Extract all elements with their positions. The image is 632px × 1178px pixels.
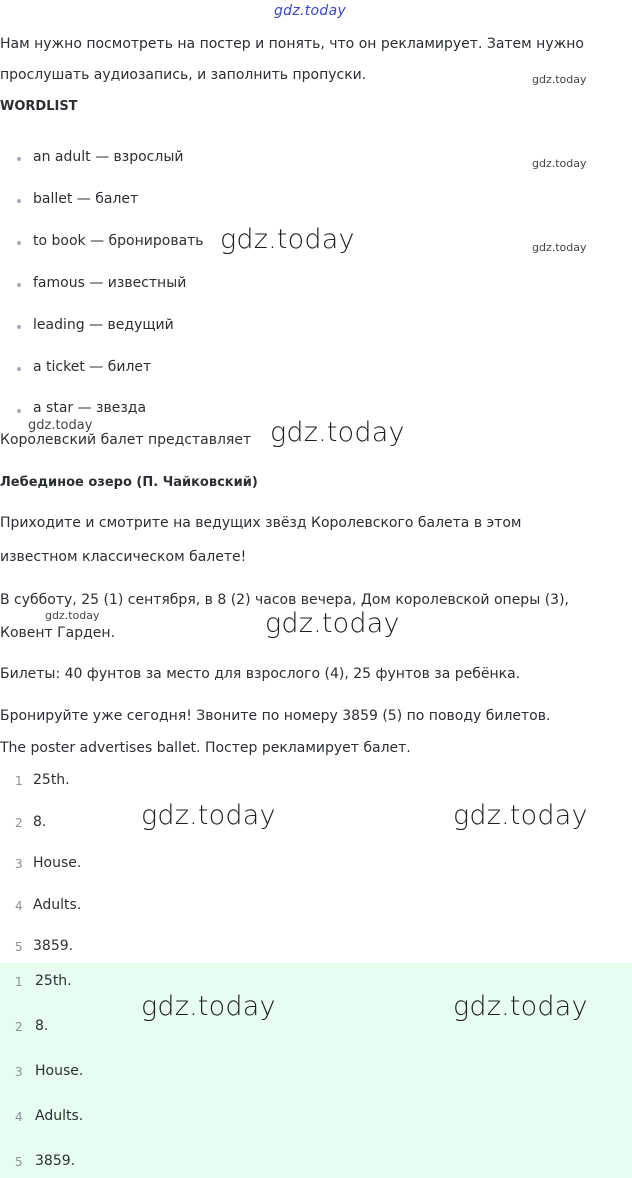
bullet-icon — [17, 241, 21, 245]
watermark-small: gdz.today — [532, 73, 587, 86]
bullet-icon — [17, 325, 21, 329]
intro-line-1: Нам нужно посмотреть на постер и понять, что он рекламирует. Затем нужно — [0, 36, 584, 52]
watermark-small: gdz.today — [45, 609, 100, 622]
answer-number: 2 — [15, 816, 23, 830]
answer-number: 5 — [15, 1155, 23, 1169]
answer-number: 4 — [15, 899, 23, 913]
watermark-small: gdz.today — [28, 418, 93, 433]
list-item: ballet — балет — [33, 191, 139, 207]
poster-date-line-1: В субботу, 25 (1) сентября, в 8 (2) часов вечера, Дом королевской оперы (3), — [0, 592, 569, 608]
answer-text: House. — [33, 855, 82, 871]
poster-booking: Бронируйте уже сегодня! Звоните по номеру 3859 (5) по поводу билетов. — [0, 708, 551, 724]
watermark-large: gdz.today — [141, 800, 276, 831]
list-item: a star — звезда — [33, 400, 147, 416]
watermark-small: gdz.today — [532, 157, 587, 170]
wordlist-heading: WORDLIST — [0, 99, 78, 114]
answer-text: 8. — [35, 1018, 49, 1034]
bullet-icon — [17, 367, 21, 371]
watermark-large: gdz.today — [141, 991, 276, 1022]
watermark-small: gdz.today — [532, 241, 587, 254]
answer-text: House. — [35, 1063, 84, 1079]
watermark-large: gdz.today — [270, 417, 405, 448]
poster-invite-line-2: известном классическом балете! — [0, 549, 247, 565]
answer-text: Adults. — [35, 1108, 84, 1124]
watermark-top: gdz.today — [274, 3, 347, 19]
bullet-icon — [17, 157, 21, 161]
poster-presents: Королевский балет представляет — [0, 432, 252, 448]
answer-text: 3859. — [35, 1153, 76, 1169]
answer-text: 25th. — [33, 772, 70, 788]
watermark-large: gdz.today — [265, 608, 400, 639]
bullet-icon — [17, 283, 21, 287]
conclusion: The poster advertises ballet. Постер рекламирует балет. — [0, 740, 411, 756]
list-item: leading — ведущий — [33, 317, 174, 333]
answer-text: 8. — [33, 814, 47, 830]
answer-text: Adults. — [33, 897, 82, 913]
watermark-large: gdz.today — [220, 224, 355, 255]
bullet-icon — [17, 409, 21, 413]
answer-number: 1 — [15, 774, 23, 788]
bullet-icon — [17, 199, 21, 203]
answer-number: 1 — [15, 975, 23, 989]
answer-number: 5 — [15, 940, 23, 954]
list-item: an adult — взрослый — [33, 149, 184, 165]
watermark-large: gdz.today — [453, 991, 588, 1022]
poster-tickets: Билеты: 40 фунтов за место для взрослого (4), 25 фунтов за ребёнка. — [0, 666, 521, 682]
list-item: a ticket — билет — [33, 359, 152, 375]
answer-number: 3 — [15, 1065, 23, 1079]
poster-date-line-2: Ковент Гарден. — [0, 625, 116, 641]
intro-line-2: прослушать аудиозапись, и заполнить пропуски. — [0, 67, 367, 83]
answer-number: 2 — [15, 1020, 23, 1034]
watermark-large: gdz.today — [453, 800, 588, 831]
poster-title: Лебединое озеро (П. Чайковский) — [0, 475, 258, 490]
poster-invite-line-1: Приходите и смотрите на ведущих звёзд Королевского балета в этом — [0, 515, 522, 531]
list-item: to book — бронировать — [33, 233, 204, 249]
answer-number: 3 — [15, 857, 23, 871]
answer-number: 4 — [15, 1110, 23, 1124]
list-item: famous — известный — [33, 275, 187, 291]
answer-text: 3859. — [33, 938, 74, 954]
answer-text: 25th. — [35, 973, 72, 989]
